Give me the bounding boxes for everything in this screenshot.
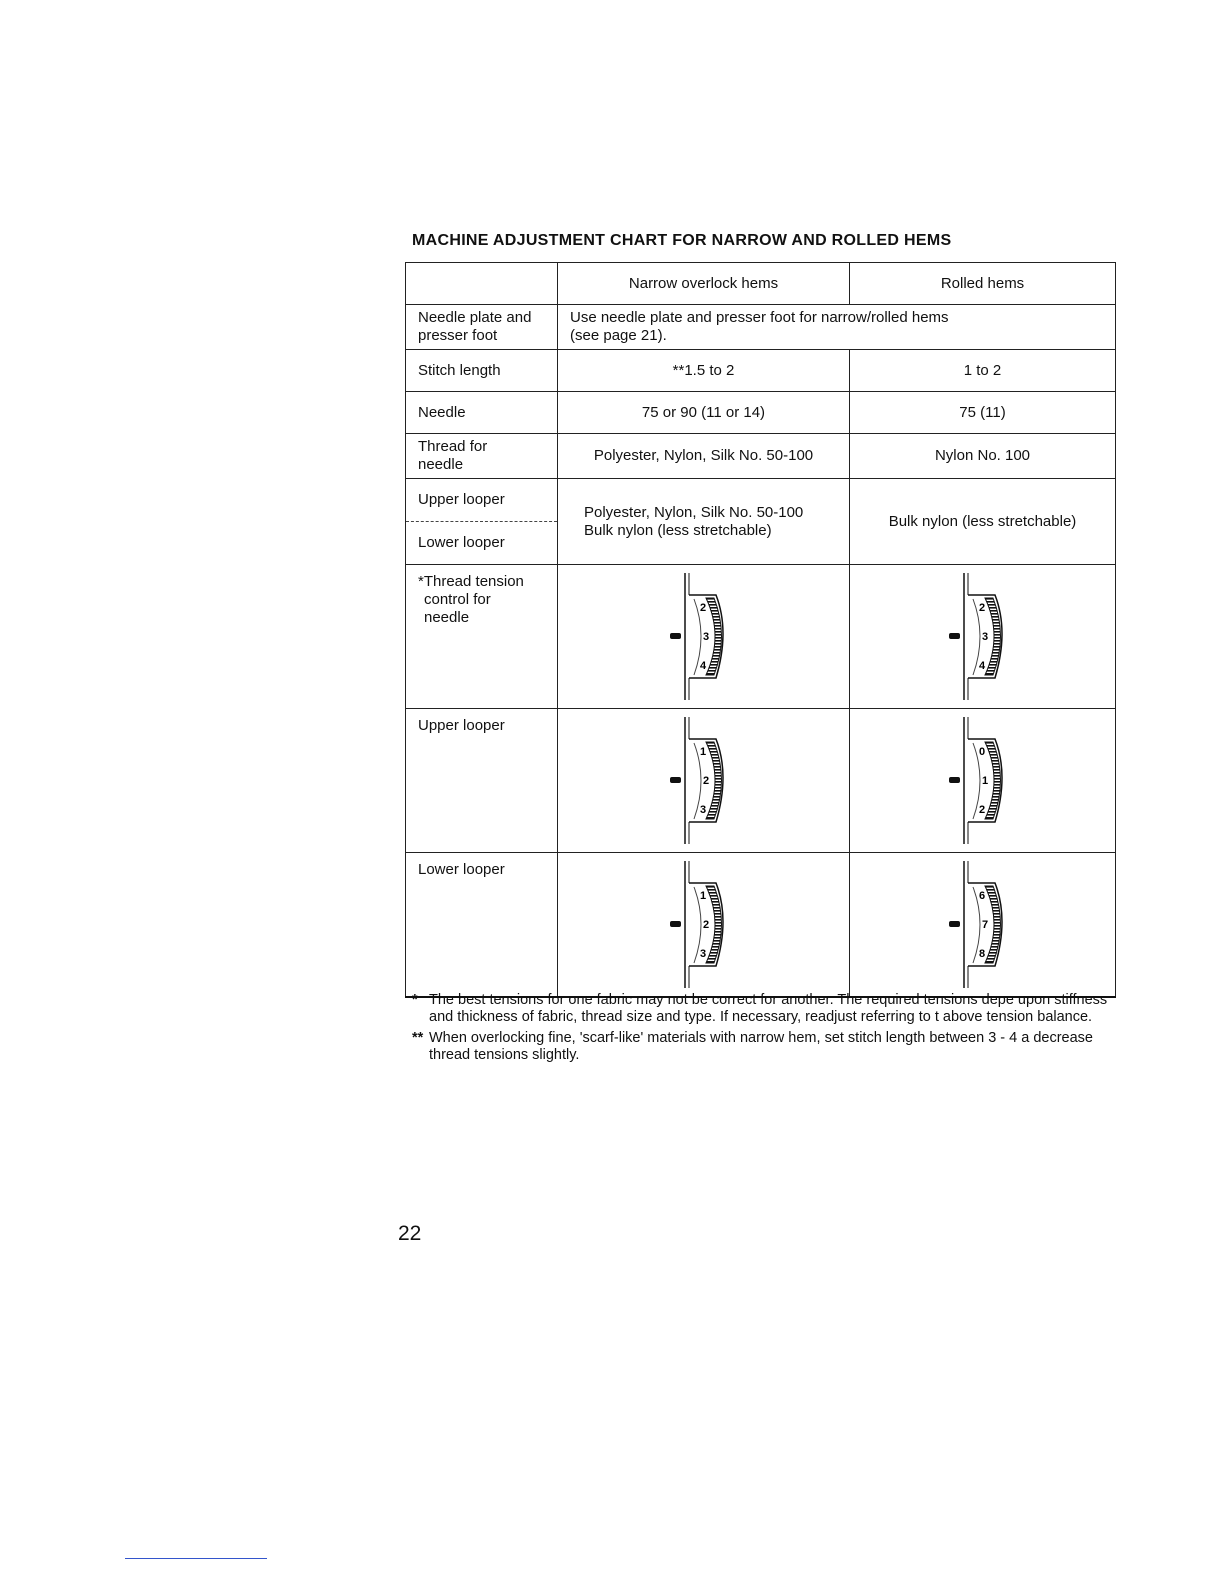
- dial-number: 4: [978, 660, 985, 672]
- tension-dial-icon: [664, 571, 744, 702]
- tension-dial-icon: [664, 859, 744, 990]
- value-needle-plate: [558, 305, 1116, 350]
- tension-needle-label-line1: *Thread tension: [418, 573, 524, 590]
- tension-dial-icon: [943, 859, 1023, 990]
- label-stitch-length: Stitch length: [406, 350, 558, 392]
- needle-plate-value-line2: (see page 21).: [570, 327, 667, 344]
- dial-number: 1: [981, 775, 988, 787]
- needle-narrow: 75 or 90 (11 or 14): [558, 392, 850, 434]
- thread-needle-narrow: Polyester, Nylon, Silk No. 50-100: [558, 434, 850, 479]
- label-needle-plate: [406, 305, 558, 350]
- tension-dial-icon: [943, 715, 1023, 846]
- upper-looper-label: Upper looper: [418, 491, 505, 508]
- thread-needle-rolled: Nylon No. 100: [850, 434, 1116, 479]
- dial-number: 4: [699, 660, 706, 672]
- tension-needle-label-line3: needle: [424, 609, 470, 626]
- dial-number: 2: [978, 602, 985, 614]
- footnote-1-mark: *: [412, 992, 418, 1008]
- dial-number: 7: [981, 919, 988, 931]
- dial-number: 1: [699, 890, 706, 902]
- tension-dial-icon: [943, 571, 1023, 702]
- label-thread-needle: [406, 434, 558, 479]
- footnote-2: [412, 1030, 1112, 1064]
- thread-loopers-narrow-line1: Polyester, Nylon, Silk No. 50-100: [584, 503, 804, 521]
- dial-number: 1: [699, 746, 706, 758]
- footnote-2-text: When overlocking fine, 'scarf-like' materials with narrow hem, set stitch length between 3 - 4 a decrease thread tensions slightly.: [429, 1030, 1093, 1063]
- dial-number: 3: [699, 804, 706, 816]
- dial-number: 2: [702, 919, 709, 931]
- label-needle: Needle: [406, 392, 558, 434]
- tension-upper-narrow-cell: [558, 709, 850, 853]
- tension-lower-narrow-cell: [558, 853, 850, 998]
- chart-title: MACHINE ADJUSTMENT CHART FOR NARROW AND ROLLED HEMS: [412, 232, 952, 249]
- footnote-2-mark: **: [412, 1030, 424, 1046]
- stitch-length-narrow: **1.5 to 2: [558, 350, 850, 392]
- dial-number: 3: [699, 948, 706, 960]
- page-number: 22: [398, 1222, 422, 1245]
- footnotes: [412, 992, 1112, 1068]
- adjustment-chart: [405, 262, 1116, 998]
- thread-loopers-narrow-line2: Bulk nylon (less stretchable): [584, 521, 772, 539]
- label-tension-needle: [406, 565, 558, 709]
- label-tension-lower-looper: Lower looper: [406, 853, 558, 998]
- thread-loopers-narrow: [558, 479, 850, 565]
- tension-upper-rolled-cell: [850, 709, 1116, 853]
- dial-number: 8: [978, 948, 985, 960]
- dial-number: 2: [699, 602, 706, 614]
- dial-number: 3: [702, 631, 709, 643]
- dial-number: 2: [702, 775, 709, 787]
- header-empty-cell: [406, 263, 558, 305]
- stitch-length-rolled: 1 to 2: [850, 350, 1116, 392]
- header-narrow-overlock: Narrow overlock hems: [558, 263, 850, 305]
- dial-number: 6: [978, 890, 985, 902]
- needle-plate-label-line1: Needle plate and: [418, 309, 532, 326]
- tension-needle-narrow-cell: [558, 565, 850, 709]
- thread-needle-label-line1: Thread for: [418, 438, 488, 455]
- dial-number: 0: [978, 746, 985, 758]
- footnote-1-text: The best tensions for one fabric may not be correct for another. The required tensions depe upon stiffness and thickness of fabric, thread size and type. If necessary, readjust referring to t above tension balance.: [429, 992, 1108, 1025]
- dial-number: 2: [978, 804, 985, 816]
- header-rolled-hems: Rolled hems: [850, 263, 1116, 305]
- lower-looper-label: Lower looper: [406, 521, 557, 564]
- tension-needle-label-line2: control for: [424, 591, 491, 608]
- bottom-rule: [125, 1558, 267, 1559]
- tension-dial-icon: [664, 715, 744, 846]
- needle-rolled: 75 (11): [850, 392, 1116, 434]
- footnote-1: [412, 992, 1112, 1026]
- needle-plate-value-line1: Use needle plate and presser foot for narrow/rolled hems: [570, 309, 949, 326]
- tension-needle-rolled-cell: [850, 565, 1116, 709]
- label-thread-loopers: [406, 479, 558, 565]
- needle-plate-label-line2: presser foot: [418, 327, 498, 344]
- thread-loopers-rolled: Bulk nylon (less stretchable): [850, 479, 1116, 565]
- dial-number: 3: [981, 631, 988, 643]
- tension-lower-rolled-cell: [850, 853, 1116, 998]
- label-tension-upper-looper: Upper looper: [406, 709, 558, 853]
- thread-needle-label-line2: needle: [418, 456, 464, 473]
